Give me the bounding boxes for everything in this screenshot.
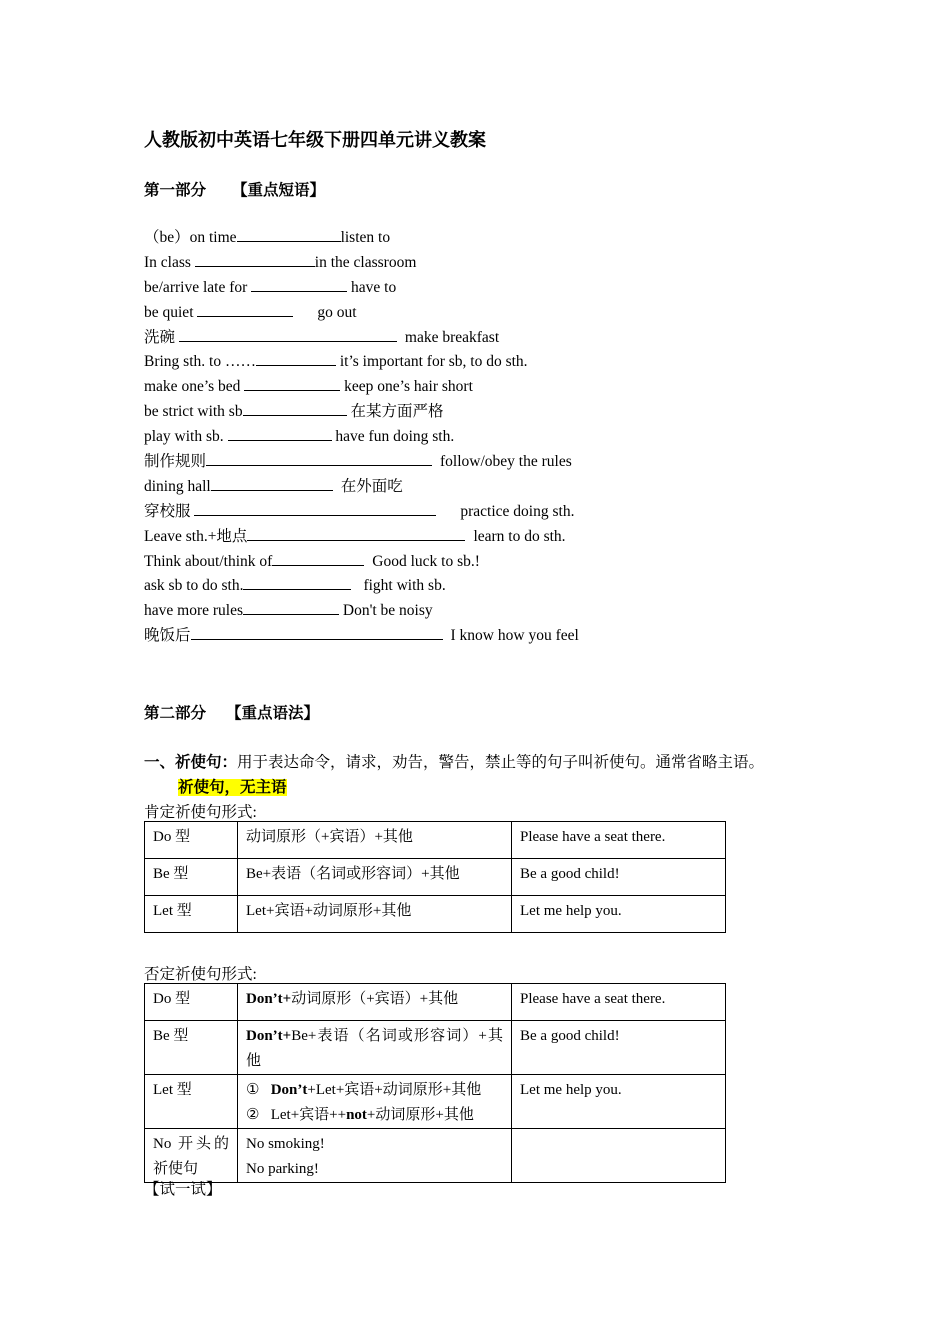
phrase-text: have fun doing sth.	[331, 428, 455, 446]
phrase-text: listen to	[340, 229, 391, 246]
phrase-row	[144, 624, 579, 649]
phrase-row	[144, 475, 579, 500]
phrase-row	[144, 226, 579, 251]
table-cell: 动词原形（+宾语）+其他	[238, 822, 512, 859]
phrase-text: dining hall	[144, 477, 211, 495]
fill-blank[interactable]	[244, 375, 340, 391]
phrase-text: Don't be noisy	[339, 602, 433, 620]
table-cell	[238, 984, 512, 1021]
circled-number: ②	[246, 1107, 260, 1123]
section-label: 第一部分	[144, 182, 207, 199]
phrase-row	[144, 326, 579, 351]
fill-blank[interactable]	[211, 475, 333, 491]
fill-blank[interactable]	[194, 500, 436, 516]
phrase-list	[144, 226, 579, 649]
bold-prefix: Don’t+	[246, 1028, 292, 1044]
table-row	[145, 859, 726, 896]
positive-form-label: 肯定祈使句形式:	[144, 804, 257, 821]
phrase-row	[144, 425, 579, 450]
fill-blank[interactable]	[179, 326, 397, 342]
fill-blank[interactable]	[191, 624, 443, 640]
table-cell: Please have a seat there.	[512, 822, 726, 859]
phrase-text: make breakfast	[404, 328, 500, 346]
fill-blank[interactable]	[206, 450, 432, 466]
table-cell: Let me help you.	[512, 896, 726, 933]
form-text: +Let+宾语+动词原形+其他	[307, 1082, 482, 1098]
form-text: Be+表语（名词或形容词）+其他	[246, 1028, 503, 1069]
table-cell: Be 型	[145, 859, 238, 896]
phrase-text: be quiet	[144, 303, 198, 321]
circled-number: ①	[246, 1082, 260, 1098]
highlight-note: 祈使句，无主语	[178, 779, 287, 796]
phrase-row	[144, 400, 579, 425]
bold-prefix: Don’t+	[246, 991, 292, 1007]
phrase-row	[144, 550, 579, 575]
fill-blank[interactable]	[256, 350, 336, 366]
phrase-row	[144, 301, 579, 326]
phrase-text: ask sb to do sth.	[144, 577, 244, 595]
bold-word: not	[346, 1107, 367, 1123]
grammar-heading: 一、祈使句：	[144, 754, 238, 771]
table-cell: Let 型	[145, 1075, 238, 1129]
phrase-text: 制作规则	[144, 453, 207, 471]
phrase-text: fight with sb.	[363, 577, 446, 595]
section-label: 第二部分	[144, 705, 207, 722]
phrase-text: be/arrive late for	[144, 278, 252, 296]
table-row	[145, 896, 726, 933]
table-cell: Let me help you.	[512, 1075, 726, 1129]
grammar-intro	[144, 750, 764, 772]
phrase-text: 穿校服	[144, 502, 195, 520]
positive-imperative-table	[144, 821, 726, 933]
try-it-label: 【试一试】	[144, 1181, 222, 1198]
phrase-text: play with sb.	[144, 428, 228, 446]
section-bracket: 【重点语法】	[226, 705, 320, 722]
phrase-text: 晚饭后	[144, 627, 191, 645]
table-cell: Please have a seat there.	[512, 984, 726, 1021]
fill-blank[interactable]	[247, 525, 465, 541]
phrase-row	[144, 599, 579, 624]
table-cell	[238, 1129, 512, 1183]
example-line: No smoking!	[246, 1136, 325, 1152]
phrase-text: 在外面吃	[340, 477, 403, 495]
phrase-text: have to	[347, 278, 397, 296]
phrase-text: Good luck to sb.!	[372, 552, 480, 570]
section-bracket: 【重点短语】	[232, 182, 326, 199]
fill-blank[interactable]	[228, 425, 332, 441]
form-text: +动词原形+其他	[366, 1107, 474, 1123]
phrase-row	[144, 574, 579, 599]
table-cell: Let 型	[145, 896, 238, 933]
table-cell: No 开头的祈使句	[145, 1129, 238, 1183]
phrase-text: learn to do sth.	[473, 527, 566, 545]
table-cell	[238, 1075, 512, 1129]
table-cell: Be a good child!	[512, 1021, 726, 1075]
phrase-row	[144, 500, 579, 525]
page-title: 人教版初中英语七年级下册四单元讲义教案	[144, 130, 486, 150]
negative-form-label: 否定祈使句形式:	[144, 966, 257, 983]
phrase-text: practice doing sth.	[460, 502, 575, 520]
table-row	[145, 1021, 726, 1075]
phrase-row	[144, 375, 579, 400]
table-cell: Be a good child!	[512, 859, 726, 896]
table-row	[145, 984, 726, 1021]
fill-blank[interactable]	[251, 276, 347, 292]
grammar-highlight	[178, 775, 287, 797]
table-cell: Do 型	[145, 984, 238, 1021]
fill-blank[interactable]	[243, 400, 347, 416]
phrase-row	[144, 276, 579, 301]
phrase-text: go out	[317, 303, 357, 321]
form-line	[246, 1078, 503, 1103]
phrase-text: keep one’s hair short	[340, 378, 473, 396]
section-heading-phrases	[144, 178, 325, 200]
table-row	[145, 822, 726, 859]
phrase-text: Think about/think of	[144, 552, 273, 570]
phrase-text: I know how you feel	[450, 627, 579, 645]
phrase-row	[144, 251, 579, 276]
phrase-text: follow/obey the rules	[440, 453, 572, 471]
table-cell: Be+表语（名词或形容词）+其他	[238, 859, 512, 896]
fill-blank[interactable]	[272, 550, 364, 566]
phrase-text: be strict with sb	[144, 403, 243, 421]
fill-blank[interactable]	[197, 301, 293, 317]
phrase-text: 洗碗	[144, 328, 179, 346]
negative-imperative-table	[144, 983, 726, 1183]
phrase-text: it’s important for sb, to do sth.	[335, 353, 528, 371]
phrase-text: in the classroom	[314, 253, 417, 271]
example-line: No parking!	[246, 1161, 319, 1177]
table-row	[145, 1075, 726, 1129]
grammar-description: 用于表达命令，请求，劝告，警告，禁止等的句子叫祈使句。通常省略主语。	[237, 754, 765, 771]
table-cell: Do 型	[145, 822, 238, 859]
bold-prefix: Don’t	[270, 1082, 308, 1098]
phrase-text: have more rules	[144, 602, 243, 620]
table-row	[145, 1129, 726, 1183]
form-line	[246, 1103, 503, 1128]
fill-blank[interactable]	[237, 226, 341, 242]
phrase-text: 在某方面严格	[346, 403, 444, 421]
table-cell: Let+宾语+动词原形+其他	[238, 896, 512, 933]
fill-blank[interactable]	[195, 251, 315, 267]
table-cell	[238, 1021, 512, 1075]
phrase-text: make one’s bed	[144, 378, 245, 396]
phrase-text: （be）on time	[144, 229, 237, 246]
table-cell	[512, 1129, 726, 1183]
phrase-row	[144, 350, 579, 375]
form-text: Let+宾语++	[270, 1107, 347, 1123]
phrase-row	[144, 525, 579, 550]
phrase-text: Leave sth.+地点	[144, 527, 248, 545]
form-text: 动词原形（+宾语）+其他	[291, 991, 459, 1007]
fill-blank[interactable]	[243, 599, 339, 615]
section-heading-grammar	[144, 701, 319, 723]
fill-blank[interactable]	[243, 574, 351, 590]
phrase-text: Bring sth. to ……	[144, 353, 256, 371]
table-cell: Be 型	[145, 1021, 238, 1075]
phrase-row	[144, 450, 579, 475]
phrase-text: In class	[144, 253, 195, 271]
